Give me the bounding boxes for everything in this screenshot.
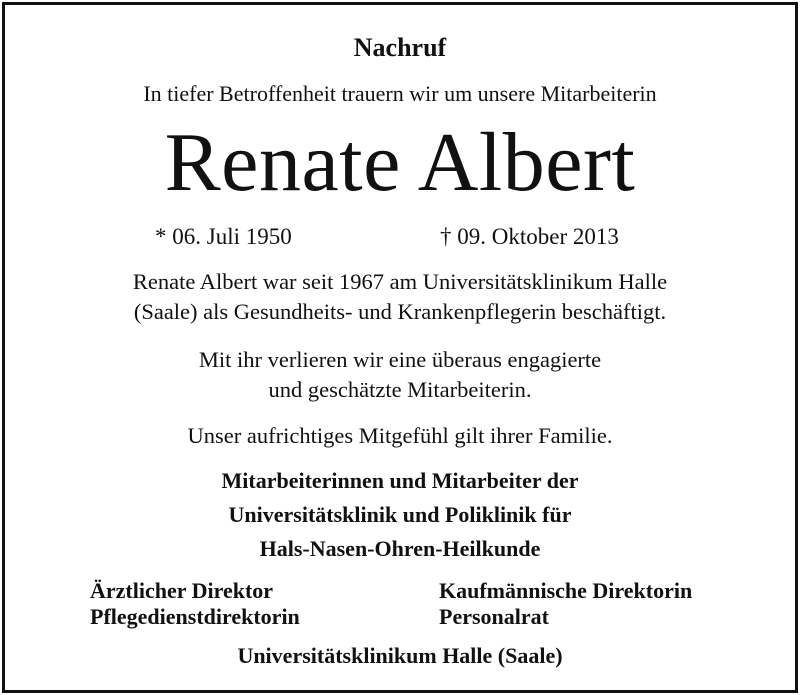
- notice-intro: In tiefer Betroffenheit trauern wir um unsere Mitarbeiterin: [143, 81, 657, 106]
- tribute-paragraph: [5, 345, 795, 405]
- signatory-medical-director: Ärztlicher Direktor: [90, 578, 274, 603]
- institution-footer: Universitätsklinikum Halle (Saale): [237, 643, 563, 668]
- organization-line-1: Mitarbeiterinnen und Mitarbeiter der: [221, 468, 579, 493]
- birth-date: * 06. Juli 1950: [155, 224, 292, 249]
- obituary-notice: [2, 2, 798, 693]
- condolence-line: Unser aufrichtiges Mitgefühl gilt ihrer Familie.: [187, 423, 613, 448]
- employment-line-1: Renate Albert war seit 1967 am Universitätsklinikum Halle: [132, 269, 668, 294]
- organization-block: [5, 464, 795, 566]
- signatory-commercial-director: Kaufmännische Direktorin: [439, 578, 693, 603]
- tribute-line-2: und geschätzte Mitarbeiterin.: [268, 377, 532, 402]
- signatories-right: [439, 578, 692, 630]
- organization-line-3: Hals-Nasen-Ohren-Heilkunde: [259, 536, 541, 561]
- death-date: † 09. Oktober 2013: [440, 224, 619, 249]
- organization-line-2: Universitätsklinik und Poliklinik für: [228, 502, 572, 527]
- deceased-name: Renate Albert: [164, 116, 636, 209]
- employment-line-2: (Saale) als Gesundheits- und Krankenpflegerin beschäftigt.: [133, 299, 667, 324]
- employment-paragraph: [5, 267, 795, 327]
- notice-heading: Nachruf: [353, 33, 447, 62]
- signatories-left: [90, 578, 300, 630]
- signatory-staff-council: Personalrat: [439, 604, 549, 629]
- tribute-line-1: Mit ihr verlieren wir eine überaus engagierte: [198, 347, 602, 372]
- signatory-nursing-director: Pflegedienstdirektorin: [90, 604, 300, 629]
